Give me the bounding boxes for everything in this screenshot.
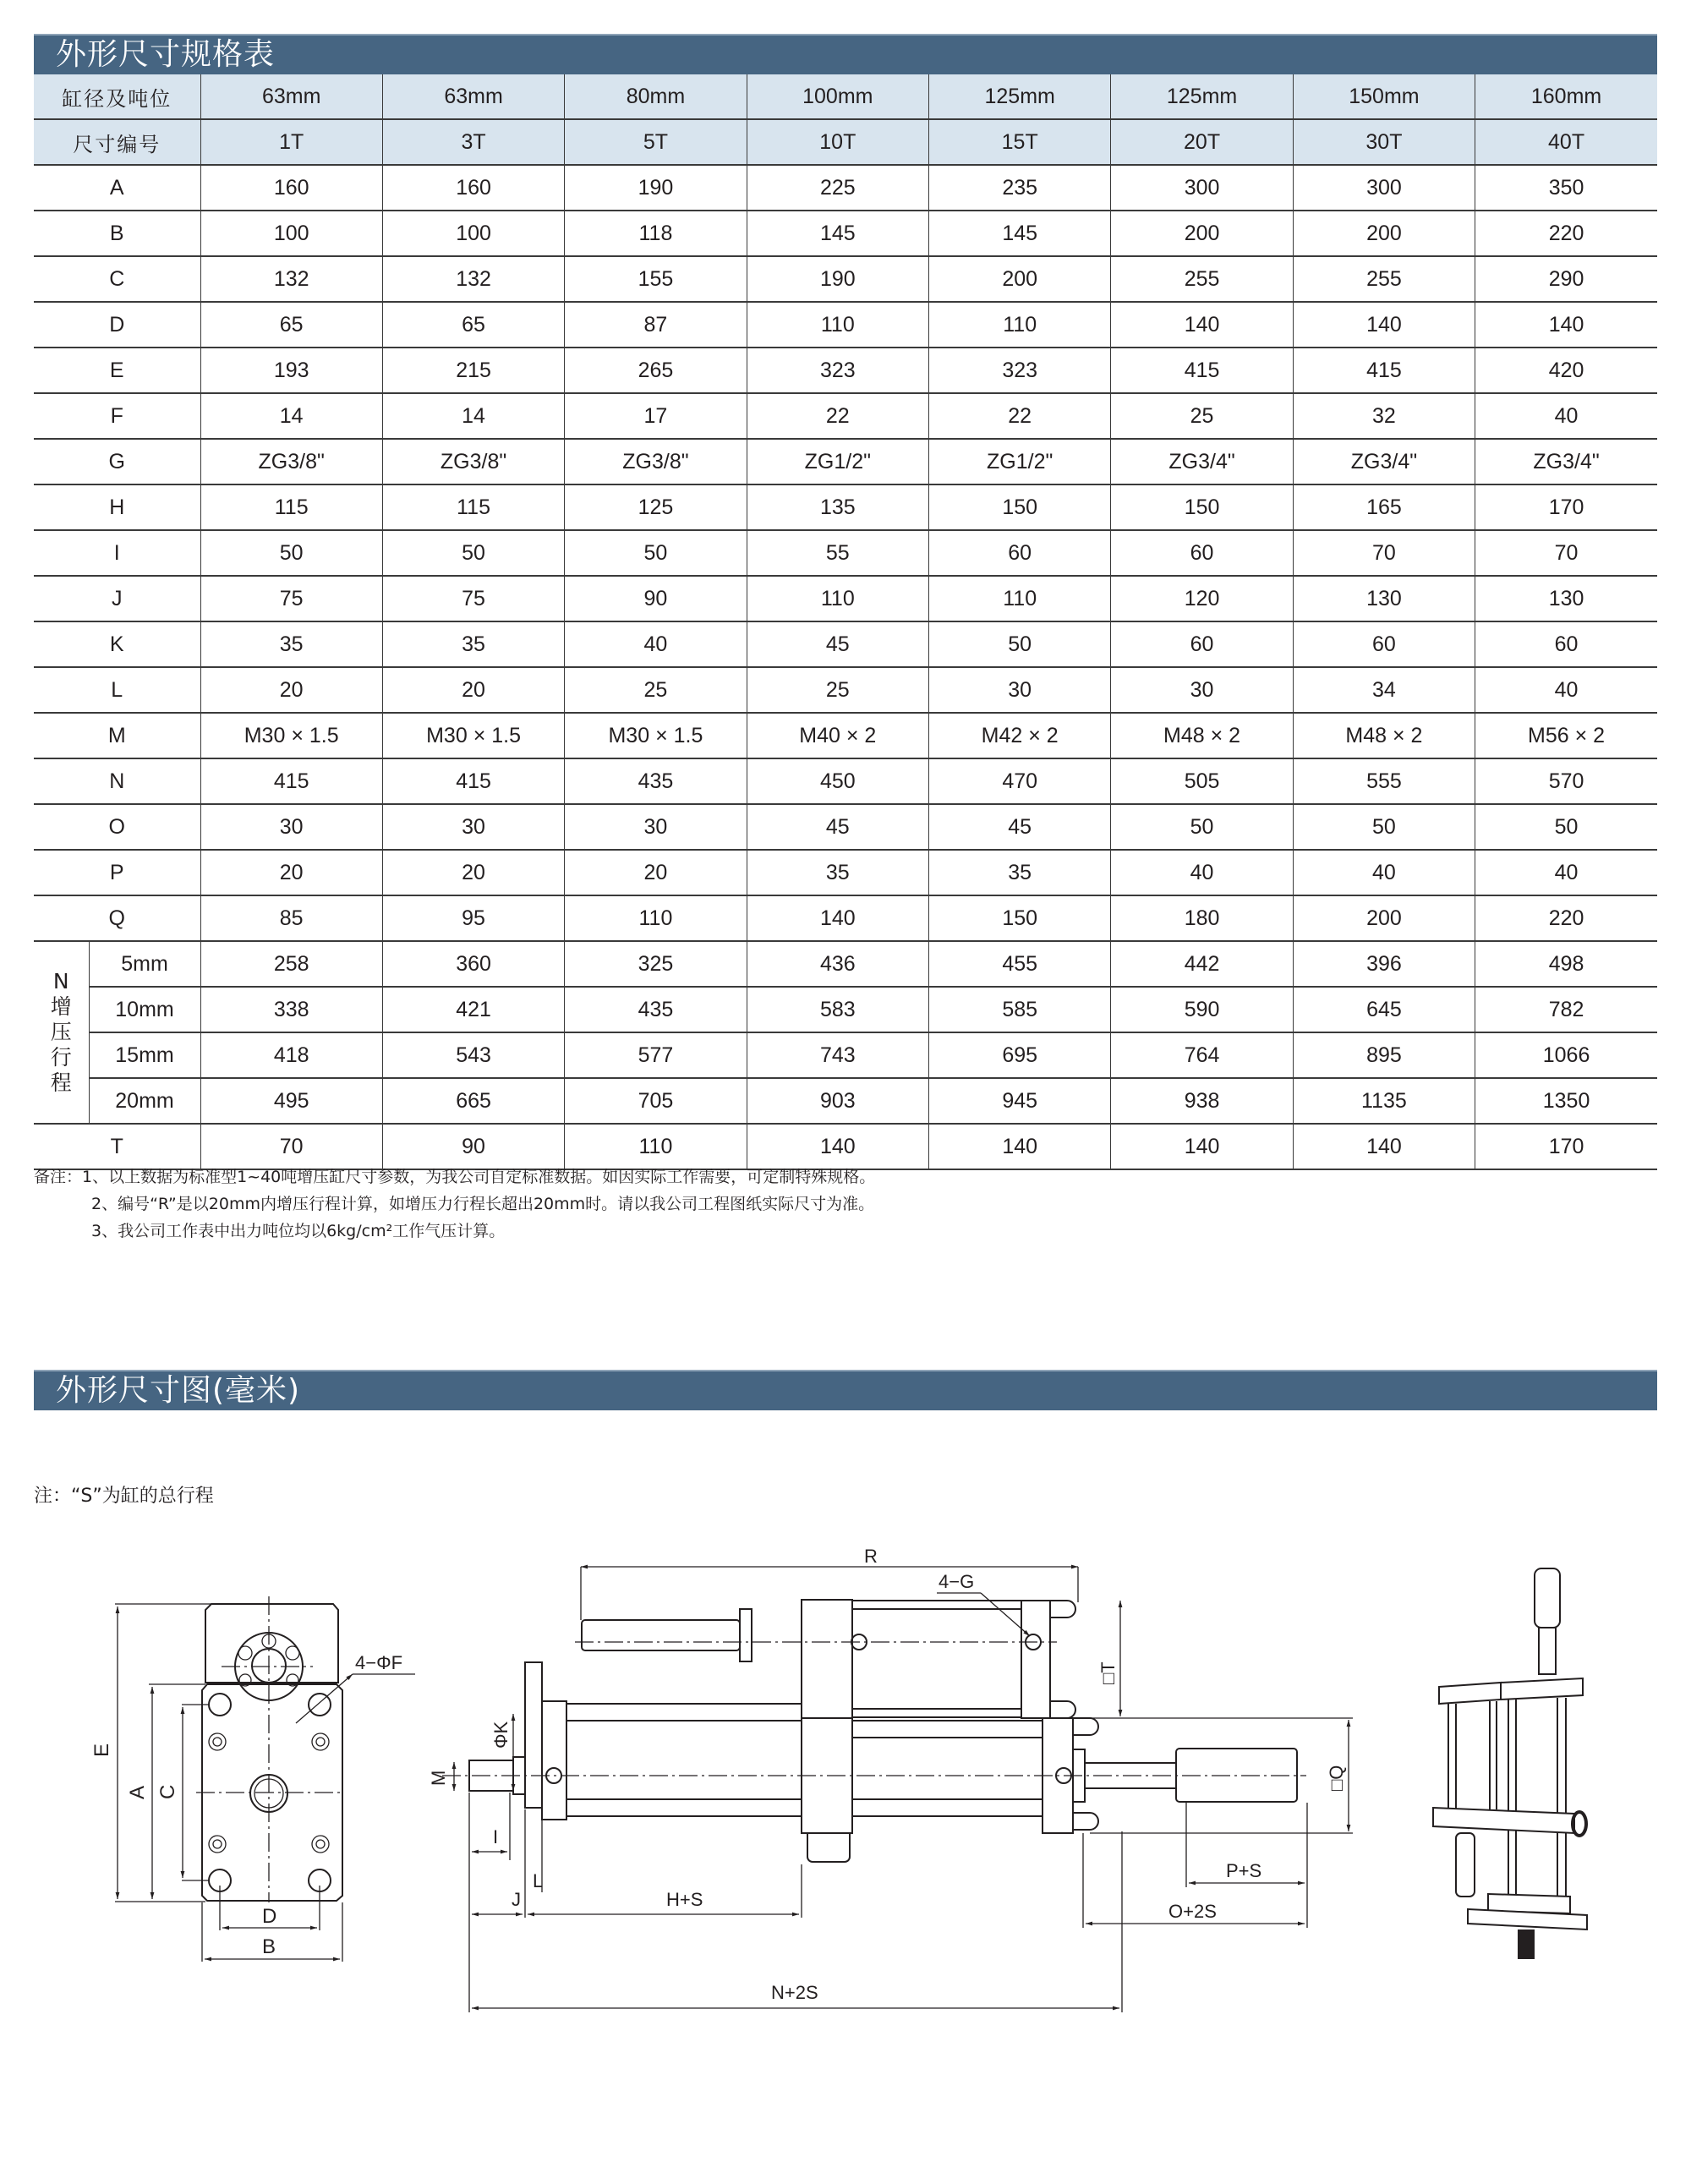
table-row bbox=[34, 348, 1657, 393]
value-cell: 150 bbox=[929, 484, 1111, 530]
value-cell: M56 × 2 bbox=[1475, 713, 1657, 758]
value-cell: 60 bbox=[1111, 621, 1293, 667]
value-cell: 442 bbox=[1111, 941, 1293, 987]
value-cell: 140 bbox=[1111, 1124, 1293, 1169]
dim-label-R: R bbox=[864, 1546, 878, 1567]
value-cell: 421 bbox=[382, 987, 564, 1032]
value-cell: 30 bbox=[200, 804, 382, 850]
value-cell: 220 bbox=[1475, 211, 1657, 256]
dim-label-HS: H+S bbox=[666, 1889, 703, 1910]
value-cell: 120 bbox=[1111, 576, 1293, 621]
value-cell: 140 bbox=[1111, 302, 1293, 348]
value-cell: 35 bbox=[929, 850, 1111, 895]
value-cell: 115 bbox=[382, 484, 564, 530]
value-cell: 55 bbox=[747, 530, 928, 576]
value-cell: 132 bbox=[382, 256, 564, 302]
value-cell: 505 bbox=[1111, 758, 1293, 804]
value-cell: ZG3/8" bbox=[382, 439, 564, 484]
table-row bbox=[34, 211, 1657, 256]
value-cell: 45 bbox=[929, 804, 1111, 850]
drawing-title: 外形尺寸图(毫米) bbox=[56, 1373, 301, 1408]
value-cell: 50 bbox=[1475, 804, 1657, 850]
value-cell: 14 bbox=[382, 393, 564, 439]
value-cell: 165 bbox=[1293, 484, 1475, 530]
row-label: M bbox=[34, 713, 200, 758]
value-cell: 140 bbox=[747, 895, 928, 941]
value-cell: 215 bbox=[382, 348, 564, 393]
n-group-label-char: 行 bbox=[50, 1045, 72, 1070]
value-cell: 145 bbox=[747, 211, 928, 256]
value-cell: 323 bbox=[929, 348, 1111, 393]
iso-side-rod bbox=[1456, 1833, 1475, 1897]
table-row bbox=[34, 621, 1657, 667]
value-cell: 140 bbox=[1293, 1124, 1475, 1169]
dim-label-J: J bbox=[512, 1889, 521, 1910]
header-bore-label: 缸径及吨位 bbox=[34, 74, 200, 119]
value-cell: 87 bbox=[565, 302, 747, 348]
value-cell: 764 bbox=[1111, 1032, 1293, 1078]
value-cell: M30 × 1.5 bbox=[565, 713, 747, 758]
value-cell: ZG3/4" bbox=[1475, 439, 1657, 484]
value-cell: 110 bbox=[929, 302, 1111, 348]
value-cell: 170 bbox=[1475, 484, 1657, 530]
value-cell: 945 bbox=[929, 1078, 1111, 1124]
value-cell: 415 bbox=[1111, 348, 1293, 393]
value-cell: 40 bbox=[1293, 850, 1475, 895]
code-cell: 1T bbox=[200, 119, 382, 165]
n-group-label-char: 增 bbox=[50, 994, 72, 1019]
n-stroke-row bbox=[34, 1032, 1657, 1078]
value-cell: 100 bbox=[200, 211, 382, 256]
code-cell: 3T bbox=[382, 119, 564, 165]
dim-label-Q: □Q bbox=[1326, 1765, 1347, 1791]
bore-cell: 125mm bbox=[1111, 74, 1293, 119]
value-cell: 415 bbox=[200, 758, 382, 804]
n-group-label-char: 程 bbox=[50, 1070, 72, 1095]
value-cell: 45 bbox=[747, 804, 928, 850]
value-cell: 70 bbox=[1293, 530, 1475, 576]
row-label: I bbox=[34, 530, 200, 576]
value-cell: 70 bbox=[200, 1124, 382, 1169]
value-cell: 35 bbox=[747, 850, 928, 895]
value-cell: 325 bbox=[565, 941, 747, 987]
header-row-bore bbox=[34, 74, 1657, 119]
value-cell: 65 bbox=[200, 302, 382, 348]
dim-label-I: I bbox=[493, 1826, 499, 1847]
value-cell: 155 bbox=[565, 256, 747, 302]
value-cell: 265 bbox=[565, 348, 747, 393]
value-cell: 705 bbox=[565, 1078, 747, 1124]
value-cell: 180 bbox=[1111, 895, 1293, 941]
row-label: J bbox=[34, 576, 200, 621]
value-cell: 200 bbox=[929, 256, 1111, 302]
front-view bbox=[90, 1596, 415, 1962]
dim-label-B: B bbox=[262, 1935, 276, 1958]
n-stroke-row bbox=[34, 987, 1657, 1032]
value-cell: 20 bbox=[200, 850, 382, 895]
value-cell: 743 bbox=[747, 1032, 928, 1078]
value-cell: 40 bbox=[565, 621, 747, 667]
code-cell: 15T bbox=[929, 119, 1111, 165]
n-stroke-row bbox=[34, 941, 1657, 987]
value-cell: 583 bbox=[747, 987, 928, 1032]
value-cell: 50 bbox=[382, 530, 564, 576]
bore-cell: 80mm bbox=[565, 74, 747, 119]
dim-label-holes: 4−ΦF bbox=[355, 1652, 403, 1673]
lower-head-left bbox=[542, 1701, 566, 1820]
value-cell: 17 bbox=[565, 393, 747, 439]
value-cell: 135 bbox=[747, 484, 928, 530]
spec-table-body bbox=[34, 74, 1657, 1169]
bore-cell: 125mm bbox=[929, 74, 1111, 119]
value-cell: 110 bbox=[565, 895, 747, 941]
value-cell: 40 bbox=[1111, 850, 1293, 895]
value-cell: 435 bbox=[565, 758, 747, 804]
dim-label-N2S: N+2S bbox=[771, 1982, 818, 2003]
code-cell: 20T bbox=[1111, 119, 1293, 165]
value-cell: 577 bbox=[565, 1032, 747, 1078]
value-cell: 50 bbox=[565, 530, 747, 576]
value-cell: 45 bbox=[747, 621, 928, 667]
table-row bbox=[34, 895, 1657, 941]
remark-line: 3、我公司工作表中出力吨位均以6kg/cm²工作气压计算。 bbox=[91, 1222, 506, 1240]
value-cell: 782 bbox=[1475, 987, 1657, 1032]
dim-label-O2S: O+2S bbox=[1168, 1901, 1217, 1922]
table-row bbox=[34, 576, 1657, 621]
value-cell: 20 bbox=[382, 850, 564, 895]
mount-flange bbox=[525, 1662, 542, 1808]
value-cell: 160 bbox=[382, 165, 564, 211]
value-cell: 30 bbox=[1111, 667, 1293, 713]
n-group-label-char: 压 bbox=[50, 1020, 72, 1044]
upper-head bbox=[802, 1600, 852, 1718]
table-row bbox=[34, 302, 1657, 348]
row-label: B bbox=[34, 211, 200, 256]
value-cell: 140 bbox=[1475, 302, 1657, 348]
value-cell: 323 bbox=[747, 348, 928, 393]
value-cell: 396 bbox=[1293, 941, 1475, 987]
table-row bbox=[34, 713, 1657, 758]
value-cell: 85 bbox=[200, 895, 382, 941]
value-cell: ZG3/4" bbox=[1293, 439, 1475, 484]
stroke-label: 10mm bbox=[89, 987, 200, 1032]
row-label: L bbox=[34, 667, 200, 713]
row-label: E bbox=[34, 348, 200, 393]
value-cell: 300 bbox=[1111, 165, 1293, 211]
value-cell: 290 bbox=[1475, 256, 1657, 302]
value-cell: 420 bbox=[1475, 348, 1657, 393]
value-cell: 645 bbox=[1293, 987, 1475, 1032]
value-cell: 150 bbox=[1111, 484, 1293, 530]
spec-table-title-bar bbox=[34, 34, 1657, 74]
value-cell: 220 bbox=[1475, 895, 1657, 941]
iso-top-plate bbox=[1501, 1678, 1583, 1700]
value-cell: ZG1/2" bbox=[929, 439, 1111, 484]
value-cell: 140 bbox=[747, 1124, 928, 1169]
value-cell: 25 bbox=[747, 667, 928, 713]
dim-label-C: C bbox=[156, 1784, 179, 1799]
value-cell: 95 bbox=[382, 895, 564, 941]
value-cell: 110 bbox=[565, 1124, 747, 1169]
row-label: Q bbox=[34, 895, 200, 941]
value-cell: M30 × 1.5 bbox=[200, 713, 382, 758]
value-cell: 555 bbox=[1293, 758, 1475, 804]
value-cell: 30 bbox=[565, 804, 747, 850]
value-cell: 20 bbox=[200, 667, 382, 713]
stroke-label: 15mm bbox=[89, 1032, 200, 1078]
table-row bbox=[34, 530, 1657, 576]
value-cell: 498 bbox=[1475, 941, 1657, 987]
value-cell: 60 bbox=[929, 530, 1111, 576]
iso-middle-block bbox=[1433, 1808, 1574, 1833]
bore-cell: 150mm bbox=[1293, 74, 1475, 119]
value-cell: 110 bbox=[747, 576, 928, 621]
bore-cell: 160mm bbox=[1475, 74, 1657, 119]
spec-table bbox=[34, 74, 1657, 1170]
value-cell: 90 bbox=[565, 576, 747, 621]
bore-cell: 100mm bbox=[747, 74, 928, 119]
dim-label-T: □T bbox=[1097, 1661, 1119, 1684]
value-cell: 570 bbox=[1475, 758, 1657, 804]
value-cell: 450 bbox=[747, 758, 928, 804]
value-cell: 130 bbox=[1475, 576, 1657, 621]
value-cell: 40 bbox=[1475, 393, 1657, 439]
value-cell: M30 × 1.5 bbox=[382, 713, 564, 758]
code-cell: 5T bbox=[565, 119, 747, 165]
code-cell: 10T bbox=[747, 119, 928, 165]
n-stroke-row bbox=[34, 1078, 1657, 1124]
bore-cell: 63mm bbox=[200, 74, 382, 119]
dimension-drawing bbox=[0, 1522, 1691, 2184]
table-row bbox=[34, 758, 1657, 804]
value-cell: 193 bbox=[200, 348, 382, 393]
header-code-label: 尺寸编号 bbox=[34, 119, 200, 165]
table-row bbox=[34, 256, 1657, 302]
dim-label-D: D bbox=[262, 1905, 277, 1928]
value-cell: 40 bbox=[1475, 667, 1657, 713]
value-cell: 938 bbox=[1111, 1078, 1293, 1124]
drawing-title-bar bbox=[34, 1370, 1657, 1410]
isometric-view bbox=[1433, 1568, 1587, 1959]
value-cell: 590 bbox=[1111, 987, 1293, 1032]
value-cell: 35 bbox=[382, 621, 564, 667]
value-cell: 225 bbox=[747, 165, 928, 211]
row-label: C bbox=[34, 256, 200, 302]
value-cell: 495 bbox=[200, 1078, 382, 1124]
iso-rod-cap bbox=[1535, 1568, 1560, 1628]
value-cell: 132 bbox=[200, 256, 382, 302]
value-cell: 470 bbox=[929, 758, 1111, 804]
value-cell: 170 bbox=[1475, 1124, 1657, 1169]
bore-cell: 63mm bbox=[382, 74, 564, 119]
value-cell: 100 bbox=[382, 211, 564, 256]
dim-label-PS: P+S bbox=[1226, 1860, 1262, 1881]
row-label: H bbox=[34, 484, 200, 530]
value-cell: 140 bbox=[1293, 302, 1475, 348]
value-cell: 435 bbox=[565, 987, 747, 1032]
stroke-label: 20mm bbox=[89, 1078, 200, 1124]
value-cell: 22 bbox=[929, 393, 1111, 439]
value-cell: 455 bbox=[929, 941, 1111, 987]
value-cell: 110 bbox=[747, 302, 928, 348]
code-cell: 30T bbox=[1293, 119, 1475, 165]
code-cell: 40T bbox=[1475, 119, 1657, 165]
value-cell: 338 bbox=[200, 987, 382, 1032]
value-cell: ZG3/8" bbox=[565, 439, 747, 484]
value-cell: 145 bbox=[929, 211, 1111, 256]
value-cell: 40 bbox=[1475, 850, 1657, 895]
row-label: A bbox=[34, 165, 200, 211]
value-cell: 1135 bbox=[1293, 1078, 1475, 1124]
booster-rod bbox=[582, 1620, 740, 1650]
value-cell: 436 bbox=[747, 941, 928, 987]
value-cell: 118 bbox=[565, 211, 747, 256]
value-cell: 90 bbox=[382, 1124, 564, 1169]
value-cell: 350 bbox=[1475, 165, 1657, 211]
table-row bbox=[34, 667, 1657, 713]
table-row bbox=[34, 804, 1657, 850]
dim-label-G: 4−G bbox=[939, 1571, 975, 1592]
value-cell: 130 bbox=[1293, 576, 1475, 621]
table-row bbox=[34, 165, 1657, 211]
table-row-t bbox=[34, 1124, 1657, 1169]
value-cell: 50 bbox=[1293, 804, 1475, 850]
value-cell: 415 bbox=[382, 758, 564, 804]
row-label: N bbox=[34, 758, 200, 804]
value-cell: 50 bbox=[200, 530, 382, 576]
value-cell: 190 bbox=[747, 256, 928, 302]
table-row bbox=[34, 850, 1657, 895]
row-label: O bbox=[34, 804, 200, 850]
remark-line: 备注：1、以上数据为标准型1~40吨增压缸尺寸参数，为我公司自定标准数据。如因实际工作需要，可定制特殊规格。 bbox=[34, 1168, 876, 1186]
row-label: G bbox=[34, 439, 200, 484]
value-cell: 14 bbox=[200, 393, 382, 439]
value-cell: 895 bbox=[1293, 1032, 1475, 1078]
value-cell: 75 bbox=[200, 576, 382, 621]
value-cell: 25 bbox=[1111, 393, 1293, 439]
value-cell: 258 bbox=[200, 941, 382, 987]
row-label: F bbox=[34, 393, 200, 439]
table-row bbox=[34, 439, 1657, 484]
value-cell: 20 bbox=[382, 667, 564, 713]
value-cell: 235 bbox=[929, 165, 1111, 211]
value-cell: 115 bbox=[200, 484, 382, 530]
value-cell: 1066 bbox=[1475, 1032, 1657, 1078]
remark-line: 2、编号“R”是以20mm内增压行程计算，如增压力行程长超出20mm时。请以我公司工程图纸实际尺寸为准。 bbox=[91, 1195, 875, 1213]
value-cell: 60 bbox=[1111, 530, 1293, 576]
value-cell: 22 bbox=[747, 393, 928, 439]
value-cell: 255 bbox=[1111, 256, 1293, 302]
row-label: K bbox=[34, 621, 200, 667]
value-cell: 360 bbox=[382, 941, 564, 987]
row-label: D bbox=[34, 302, 200, 348]
value-cell: 903 bbox=[747, 1078, 928, 1124]
value-cell: 140 bbox=[929, 1124, 1111, 1169]
stroke-note: 注：“S”为缸的总行程 bbox=[34, 1486, 214, 1507]
value-cell: 70 bbox=[1475, 530, 1657, 576]
value-cell: ZG1/2" bbox=[747, 439, 928, 484]
value-cell: 20 bbox=[565, 850, 747, 895]
value-cell: 585 bbox=[929, 987, 1111, 1032]
value-cell: 200 bbox=[1111, 211, 1293, 256]
value-cell: 418 bbox=[200, 1032, 382, 1078]
table-row bbox=[34, 484, 1657, 530]
remarks bbox=[34, 1163, 875, 1245]
value-cell: 1350 bbox=[1475, 1078, 1657, 1124]
value-cell: 300 bbox=[1293, 165, 1475, 211]
row-label: P bbox=[34, 850, 200, 895]
spec-table-title: 外形尺寸规格表 bbox=[56, 37, 276, 72]
value-cell: 32 bbox=[1293, 393, 1475, 439]
stroke-label: 5mm bbox=[89, 941, 200, 987]
value-cell: M42 × 2 bbox=[929, 713, 1111, 758]
table-row bbox=[34, 393, 1657, 439]
value-cell: 50 bbox=[1111, 804, 1293, 850]
value-cell: 75 bbox=[382, 576, 564, 621]
value-cell: 34 bbox=[1293, 667, 1475, 713]
value-cell: 30 bbox=[382, 804, 564, 850]
n-group-label-char: N bbox=[52, 969, 69, 993]
value-cell: ZG3/4" bbox=[1111, 439, 1293, 484]
value-cell: 65 bbox=[382, 302, 564, 348]
value-cell: 60 bbox=[1475, 621, 1657, 667]
dim-label-A: A bbox=[126, 1785, 149, 1799]
upper-endcap bbox=[1021, 1601, 1050, 1718]
value-cell: M48 × 2 bbox=[1293, 713, 1475, 758]
value-cell: 125 bbox=[565, 484, 747, 530]
dim-label-K: ΦK bbox=[490, 1721, 512, 1749]
value-cell: 25 bbox=[565, 667, 747, 713]
value-cell: 35 bbox=[200, 621, 382, 667]
value-cell: 60 bbox=[1293, 621, 1475, 667]
value-cell: 50 bbox=[929, 621, 1111, 667]
value-cell: 255 bbox=[1293, 256, 1475, 302]
value-cell: ZG3/8" bbox=[200, 439, 382, 484]
header-row-code bbox=[34, 119, 1657, 165]
value-cell: 160 bbox=[200, 165, 382, 211]
value-cell: 543 bbox=[382, 1032, 564, 1078]
dim-label-E: E bbox=[90, 1743, 113, 1757]
dim-label-M: M bbox=[428, 1770, 449, 1786]
value-cell: M40 × 2 bbox=[747, 713, 928, 758]
row-label: T bbox=[34, 1124, 200, 1169]
value-cell: 415 bbox=[1293, 348, 1475, 393]
side-view bbox=[428, 1546, 1353, 2012]
value-cell: 30 bbox=[929, 667, 1111, 713]
value-cell: 150 bbox=[929, 895, 1111, 941]
gauge bbox=[807, 1833, 850, 1862]
value-cell: 190 bbox=[565, 165, 747, 211]
value-cell: 200 bbox=[1293, 211, 1475, 256]
value-cell: 200 bbox=[1293, 895, 1475, 941]
value-cell: 665 bbox=[382, 1078, 564, 1124]
value-cell: 695 bbox=[929, 1032, 1111, 1078]
value-cell: M48 × 2 bbox=[1111, 713, 1293, 758]
value-cell: 110 bbox=[929, 576, 1111, 621]
dim-label-L: L bbox=[533, 1870, 544, 1891]
n-group-label bbox=[34, 941, 89, 1124]
